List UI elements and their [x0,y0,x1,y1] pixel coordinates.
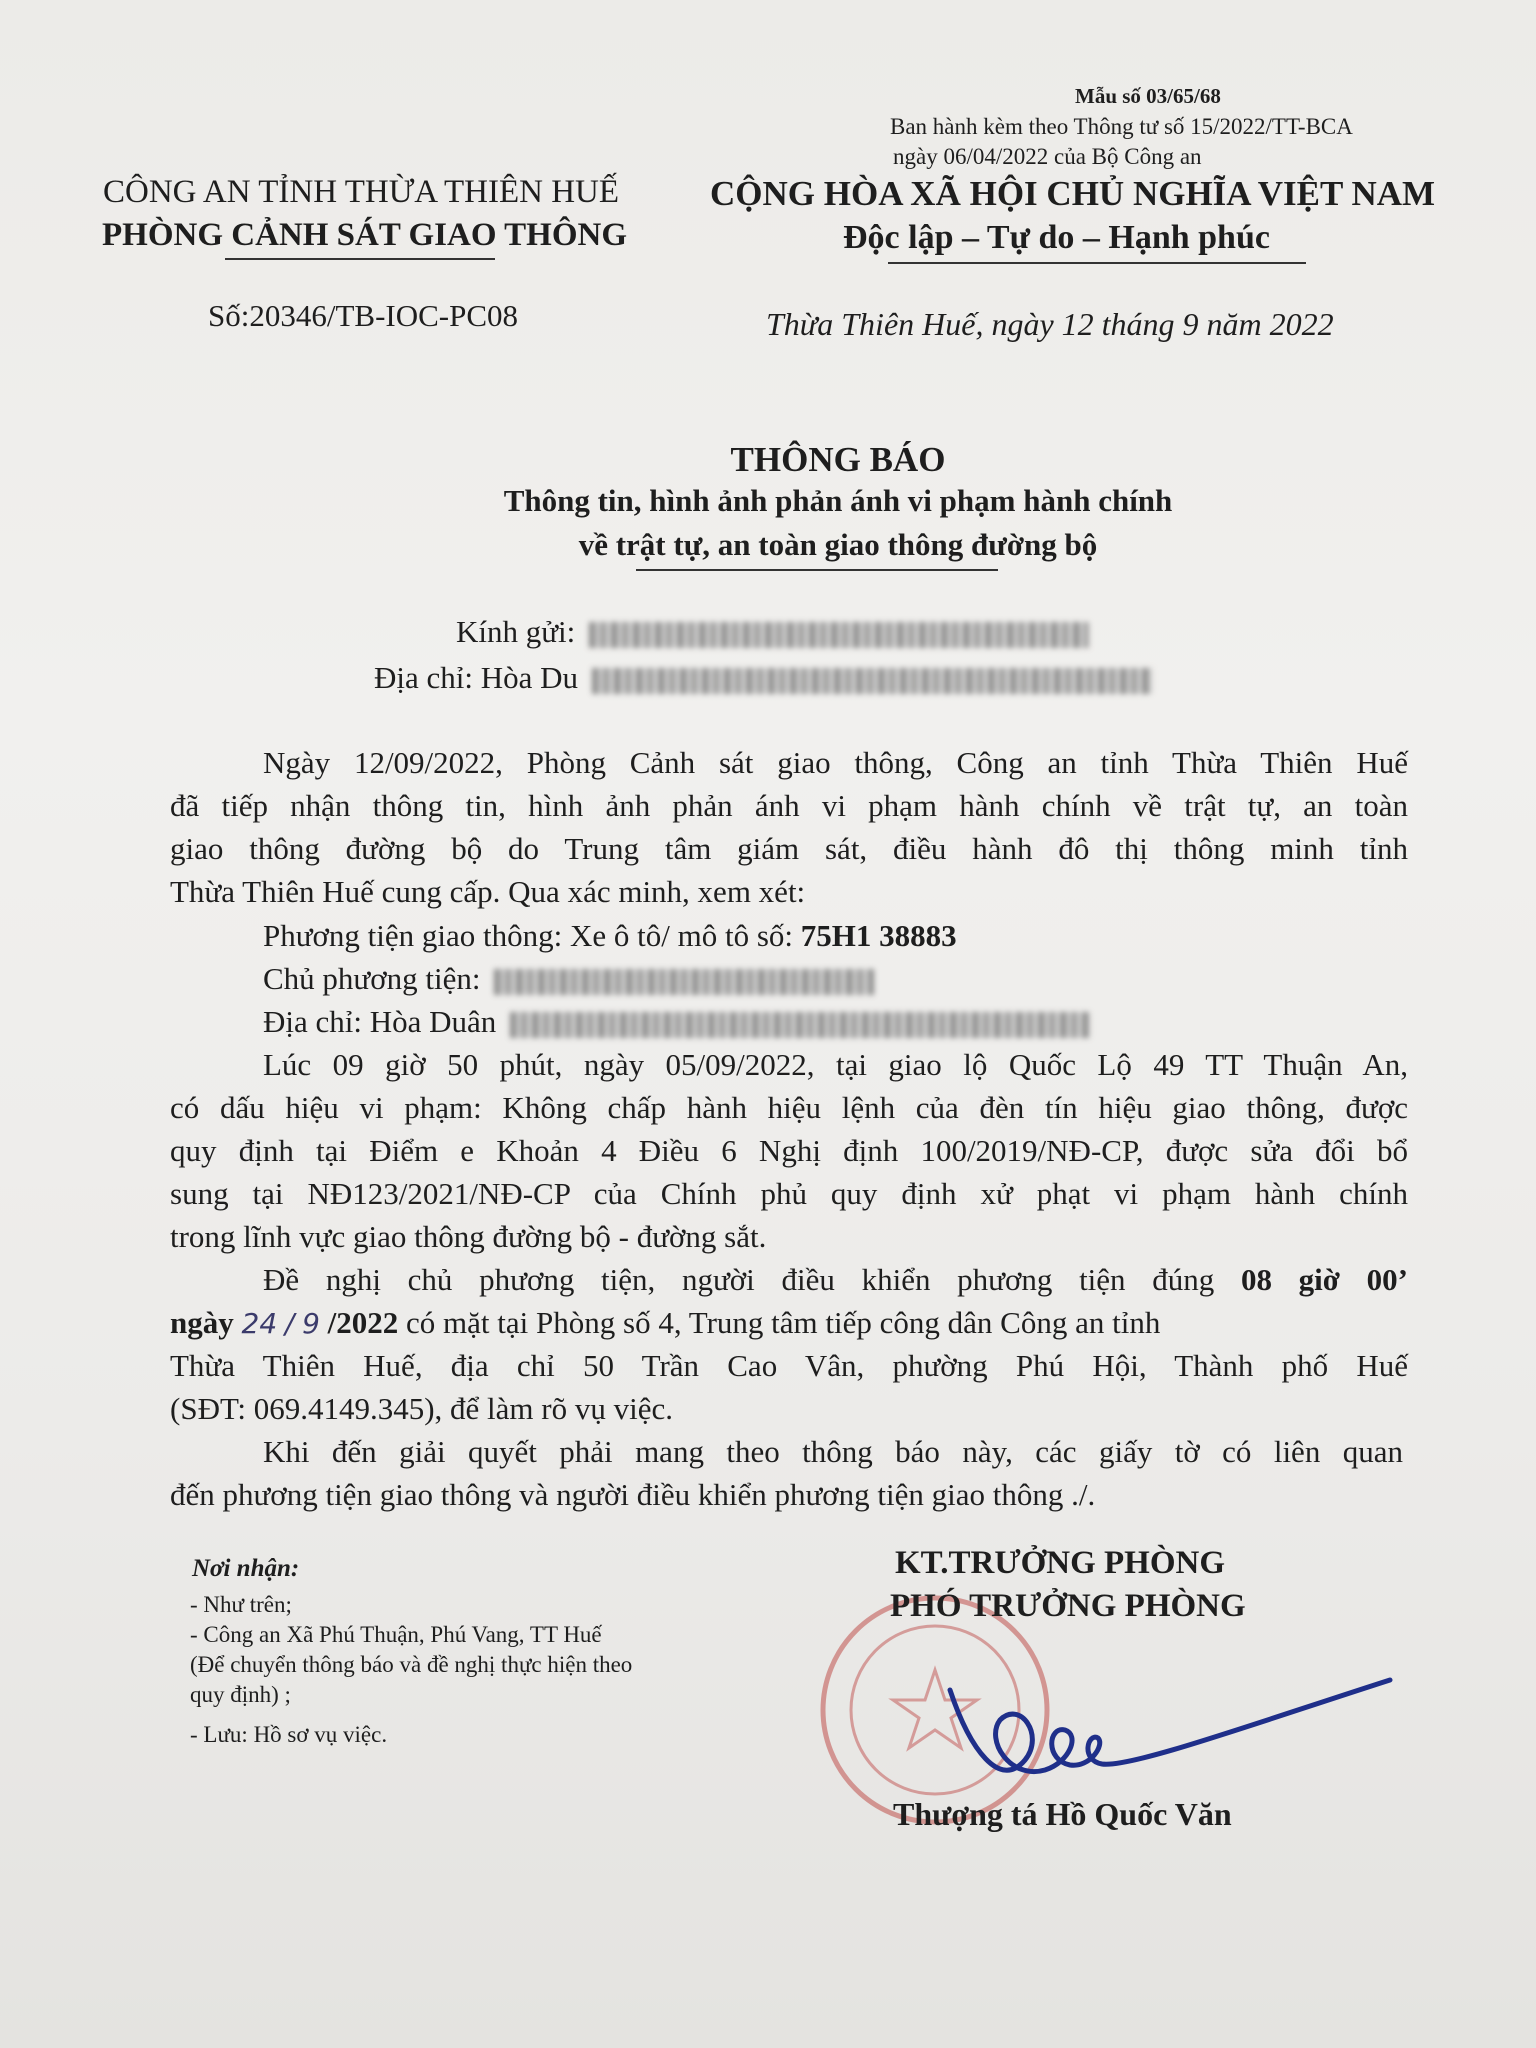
paragraph-3-line-3: Thừa Thiên Huế, địa chỉ 50 Trần Cao Vân, phường Phú Hội, Thành phố Huế [170,1348,1408,1383]
appointment-year: /2022 [327,1305,399,1340]
recipient-address-label: Địa chỉ: Hòa Du [374,660,579,695]
recipients-item: quy định) ; [190,1682,291,1707]
paragraph-4-line-2: đến phương tiện giao thông và người điều khiển phương tiện giao thông ./. [170,1477,1096,1512]
signer-name: Thượng tá Hồ Quốc Văn [893,1796,1232,1832]
signature-title-line2: PHÓ TRƯỞNG PHÒNG [890,1588,1246,1624]
recipient-line [456,614,1089,650]
form-number: Mẫu số 03/65/68 [1075,84,1221,108]
owner-label: Chủ phương tiện: [263,961,481,996]
agency-name: CÔNG AN TỈNH THỪA THIÊN HUẾ [103,174,620,210]
redacted-recipient-address [592,668,1152,694]
document-title: THÔNG BÁO [730,440,946,479]
title-underline [636,569,998,571]
recipients-item: - Công an Xã Phú Thuận, Phú Vang, TT Huế [190,1622,602,1647]
paragraph-2-line-4: sung tại NĐ123/2021/NĐ-CP của Chính phủ quy định xử phạt vi phạm hành chính [170,1176,1408,1211]
paragraph-2-line-3: quy định tại Điểm e Khoản 4 Điều 6 Nghị định 100/2019/NĐ-CP, được sửa đổi bổ [170,1133,1408,1168]
owner-line [263,961,874,997]
redacted-owner-name [494,969,874,995]
agency-underline [225,258,495,260]
recipient-label: Kính gửi: [456,614,576,649]
vehicle-line [263,918,957,954]
paragraph-3-line-2: ngày 24 / 9 /2022 có mặt tại Phòng số 4, Trung tâm tiếp công dân Công an tỉnh [170,1305,1161,1340]
paragraph-3-line-4: (SĐT: 069.4149.345), để làm rõ vụ việc. [170,1391,673,1426]
handwritten-signature [930,1640,1400,1810]
paragraph-2-line-2: có dấu hiệu vi phạm: Không chấp hành hiệu lệnh của đèn tín hiệu giao thông, được [170,1090,1408,1125]
appointment-time: 08 giờ 00’ [1240,1262,1408,1297]
redacted-owner-address [510,1012,1090,1038]
owner-address-line [263,1004,1090,1040]
national-motto: Độc lập – Tự do – Hạnh phúc [843,219,1270,256]
motto-underline [888,262,1306,264]
recipients-item: - Như trên; [190,1592,292,1617]
paragraph-1-line-3: giao thông đường bộ do Trung tâm giám sát, điều hành đô thị thông minh tỉnh [170,831,1408,866]
national-title: CỘNG HÒA XÃ HỘI CHỦ NGHĨA VIỆT NAM [710,174,1436,213]
paragraph-1-line-4: Thừa Thiên Huế cung cấp. Qua xác minh, xem xét: [170,874,806,909]
recipients-heading: Nơi nhận: [192,1555,300,1582]
form-issued-by: Ban hành kèm theo Thông tư số 15/2022/TT-BCA [890,114,1353,139]
paragraph-2-line-5: trong lĩnh vực giao thông đường bộ - đường sắt. [170,1219,767,1254]
paragraph-2-line-1: Lúc 09 giờ 50 phút, ngày 05/09/2022, tại giao lộ Quốc Lộ 49 TT Thuận An, [263,1047,1408,1082]
department-name: PHÒNG CẢNH SÁT GIAO THÔNG [102,217,628,253]
recipients-item: - Lưu: Hồ sơ vụ việc. [190,1722,388,1747]
recipient-address-line [374,660,1152,696]
document-subtitle-line1: Thông tin, hình ảnh phản ánh vi phạm hành chính [503,483,1173,518]
paragraph-1-line-1: Ngày 12/09/2022, Phòng Cảnh sát giao thông, Công an tỉnh Thừa Thiên Huế [263,745,1408,780]
recipients-item: (Để chuyển thông báo và đề nghị thực hiện theo [190,1652,633,1677]
handwritten-day: 24 [241,1307,278,1340]
vehicle-label: Phương tiện giao thông: Xe ô tô/ mô tô số: [263,918,801,953]
license-plate: 75H1 38883 [800,918,957,953]
place-and-date: Thừa Thiên Huế, ngày 12 tháng 9 năm 2022 [766,306,1334,342]
document-subtitle-line2: về trật tự, an toàn giao thông đường bộ [578,527,1098,562]
handwritten-month: 9 [302,1307,320,1340]
owner-address-label: Địa chỉ: Hòa Duân [263,1004,497,1039]
signature-title-line1: KT.TRƯỞNG PHÒNG [895,1545,1225,1581]
form-issue-date: ngày 06/04/2022 của Bộ Công an [893,144,1202,169]
document-number: Số:20346/TB-IOC-PC08 [208,298,519,333]
redacted-recipient [589,622,1089,648]
paragraph-4-line-1: Khi đến giải quyết phải mang theo thông báo này, các giấy tờ có liên quan [263,1434,1403,1469]
paragraph-1-line-2: đã tiếp nhận thông tin, hình ảnh phản ánh vi phạm hành chính về trật tự, an toàn [170,788,1408,823]
paragraph-3-line-1: Đề nghị chủ phương tiện, người điều khiển phương tiện đúng 08 giờ 00’ [263,1262,1408,1297]
